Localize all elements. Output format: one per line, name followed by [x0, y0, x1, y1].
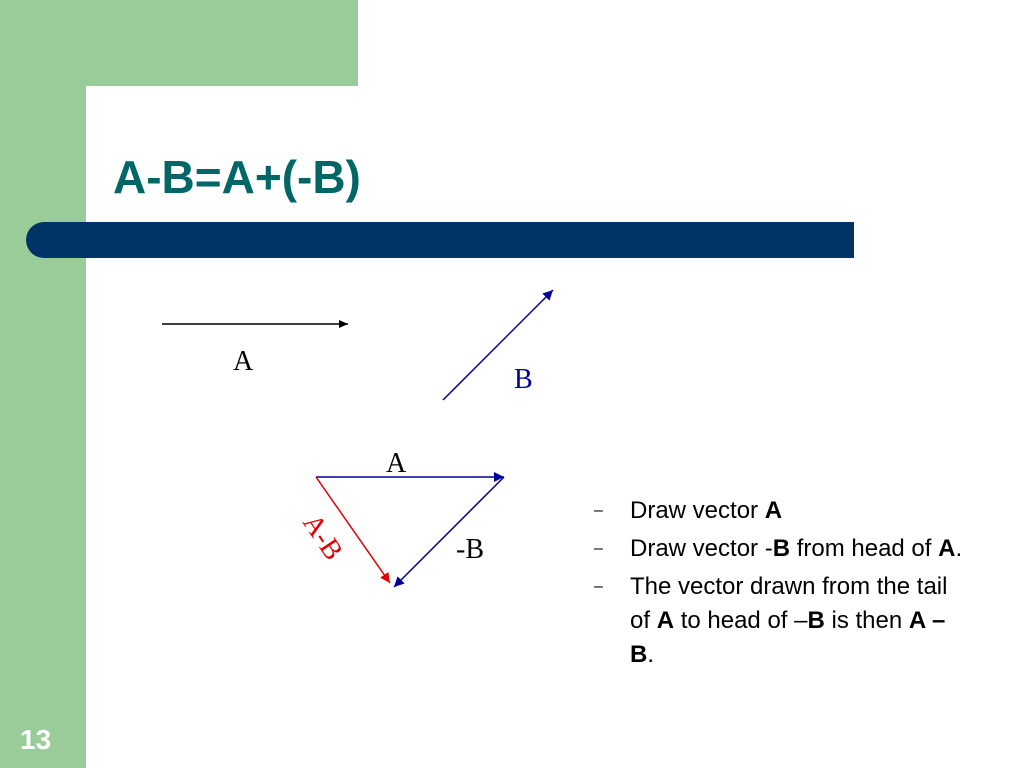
vector-a-minus-b-label: A-B	[296, 508, 349, 566]
bullet-2-text-1: Draw vector -	[630, 535, 773, 562]
bullet-3-bold-3: A – B	[630, 607, 946, 668]
bullet-3-text-4: .	[647, 641, 655, 668]
bullet-3-text-1: The vector drawn from the tail of	[630, 573, 948, 634]
bullet-2-text-3: .	[955, 535, 963, 562]
bullet-list	[594, 494, 974, 676]
bullet-2-bold-2: A	[938, 535, 956, 562]
bullet-3-bold-1: A	[656, 607, 675, 634]
triangle-vector-a-label: A	[386, 448, 407, 479]
vector-neg-b-label: -B	[456, 534, 484, 565]
bullet-marker: –	[594, 540, 603, 557]
bullet-item-1	[594, 494, 974, 528]
vector-a-label: A	[233, 346, 254, 377]
bullet-3-text-2: to head of –	[674, 607, 808, 634]
vector-neg-b-arrow	[394, 477, 504, 587]
bullet-item-3	[594, 570, 974, 672]
bullet-marker: –	[594, 578, 603, 595]
bullet-3-text-3: is then	[824, 607, 909, 634]
bullet-1-bold: A	[764, 497, 783, 524]
bullet-1-text: Draw vector	[630, 497, 765, 524]
bullet-2-bold-1: B	[772, 535, 791, 562]
vector-b-arrow	[443, 290, 553, 400]
bullet-marker: –	[594, 502, 603, 519]
bullet-item-2	[594, 532, 974, 566]
bullet-3-bold-2: B	[807, 607, 825, 634]
slide-title: A-B=A+(-B)	[113, 151, 361, 203]
bullet-2-text-2: from head of	[790, 535, 939, 562]
vector-b-label: B	[514, 364, 533, 395]
slide-number: 13	[20, 724, 52, 755]
